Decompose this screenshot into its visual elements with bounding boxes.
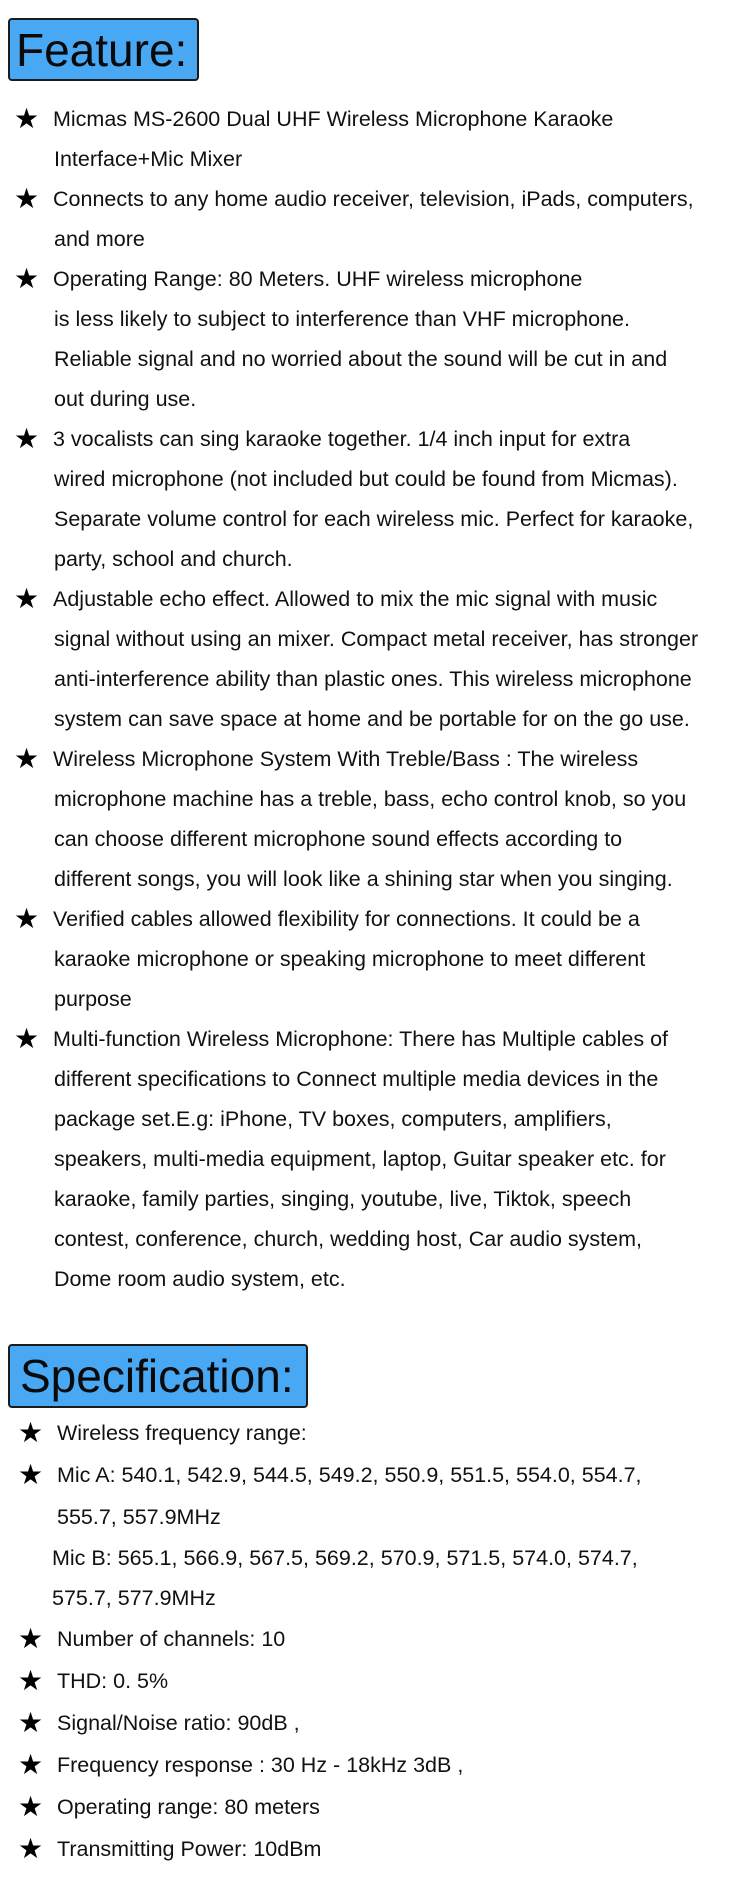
feature-line: Micmas MS-2600 Dual UHF Wireless Microphone Karaoke	[53, 107, 614, 131]
star-icon: ★	[18, 1623, 44, 1654]
feature-line: Adjustable echo effect. Allowed to mix the mic signal with music	[53, 587, 658, 611]
feature-line: anti-interference ability than plastic ones. This wireless microphone	[54, 667, 692, 691]
feature-item	[0, 739, 750, 899]
feature-text	[53, 739, 750, 899]
star-icon: ★	[18, 1707, 44, 1738]
feature-line: wired microphone (not included but could be found from Micmas).	[54, 467, 678, 491]
feature-text	[53, 419, 750, 579]
feature-line: Operating Range: 80 Meters. UHF wireless microphone	[53, 267, 583, 291]
feature-line: package set.E.g: iPhone, TV boxes, computers, amplifiers,	[54, 1107, 612, 1131]
spec-text: Wireless frequency range:	[57, 1421, 307, 1445]
feature-text	[53, 179, 750, 259]
feature-line: is less likely to subject to interference than VHF microphone.	[54, 307, 630, 331]
feature-line: 3 vocalists can sing karaoke together. 1/4 inch input for extra	[53, 427, 631, 451]
specification-heading: Specification:	[8, 1344, 308, 1408]
feature-line: karaoke microphone or speaking microphone to meet different	[54, 947, 646, 971]
feature-item	[0, 899, 750, 1019]
feature-line: different songs, you will look like a shining star when you singing.	[54, 867, 673, 891]
spec-item-frequency-response	[0, 1744, 750, 1786]
spec-item-channels	[0, 1618, 750, 1660]
feature-text	[53, 579, 750, 739]
feature-line: Multi-function Wireless Microphone: There has Multiple cables of	[53, 1027, 669, 1051]
feature-line: out during use.	[54, 387, 197, 411]
spec-line: Mic A: 540.1, 542.9, 544.5, 549.2, 550.9, 551.5, 554.0, 554.7,	[57, 1463, 642, 1487]
feature-item	[0, 99, 750, 179]
star-icon: ★	[14, 263, 40, 294]
feature-line: Separate volume control for each wireless mic. Perfect for karaoke,	[54, 507, 694, 531]
spec-text: THD: 0. 5%	[57, 1669, 169, 1693]
feature-line: purpose	[54, 987, 132, 1011]
spec-line: 555.7, 557.9MHz	[57, 1505, 221, 1529]
spec-item-operating-range	[0, 1786, 750, 1828]
feature-line: Verified cables allowed flexibility for connections. It could be a	[53, 907, 640, 931]
star-icon: ★	[18, 1749, 44, 1780]
star-icon: ★	[14, 1023, 40, 1054]
star-icon: ★	[18, 1665, 44, 1696]
spec-text: Number of channels: 10	[57, 1627, 286, 1651]
spec-line: Mic B: 565.1, 566.9, 567.5, 569.2, 570.9, 571.5, 574.0, 574.7,	[52, 1546, 638, 1570]
feature-line: Wireless Microphone System With Treble/Bass : The wireless	[53, 747, 639, 771]
feature-item	[0, 579, 750, 739]
spec-item-mic-b	[52, 1538, 750, 1618]
star-icon: ★	[14, 583, 40, 614]
spec-item-thd	[0, 1660, 750, 1702]
star-icon: ★	[14, 183, 40, 214]
feature-line: different specifications to Connect multiple media devices in the	[54, 1067, 659, 1091]
spec-line: 575.7, 577.9MHz	[52, 1586, 216, 1610]
feature-line: system can save space at home and be portable for on the go use.	[54, 707, 690, 731]
feature-line: microphone machine has a treble, bass, echo control knob, so you	[54, 787, 687, 811]
feature-line: Dome room audio system, etc.	[54, 1267, 346, 1291]
spec-text: Operating range: 80 meters	[57, 1795, 320, 1819]
feature-line: can choose different microphone sound effects according to	[54, 827, 623, 851]
spec-item-snr	[0, 1702, 750, 1744]
specification-list	[0, 1412, 750, 1870]
spec-text	[57, 1454, 750, 1538]
feature-item	[0, 179, 750, 259]
star-icon: ★	[14, 743, 40, 774]
feature-line: Interface+Mic Mixer	[54, 147, 243, 171]
spec-text: Transmitting Power: 10dBm	[57, 1837, 322, 1861]
star-icon: ★	[18, 1833, 44, 1864]
feature-line: contest, conference, church, wedding host, Car audio system,	[54, 1227, 642, 1251]
feature-text	[53, 899, 750, 1019]
feature-line: Reliable signal and no worried about the sound will be cut in and	[54, 347, 668, 371]
feature-item	[0, 1019, 750, 1299]
star-icon: ★	[14, 903, 40, 934]
feature-line: speakers, multi-media equipment, laptop, Guitar speaker etc. for	[54, 1147, 666, 1171]
feature-text	[53, 99, 750, 179]
spec-text: Frequency response : 30 Hz - 18kHz 3dB ,	[57, 1753, 464, 1777]
spec-item-mic-a	[0, 1454, 750, 1538]
spec-item-frequency-range	[0, 1412, 750, 1454]
feature-text	[53, 259, 750, 419]
feature-text	[53, 1019, 750, 1299]
feature-item	[0, 419, 750, 579]
feature-list	[0, 99, 750, 1299]
feature-heading: Feature:	[8, 18, 199, 81]
spec-item-transmitting-power	[0, 1828, 750, 1870]
star-icon: ★	[18, 1459, 44, 1490]
feature-line: signal without using an mixer. Compact metal receiver, has stronger	[54, 627, 699, 651]
star-icon: ★	[14, 423, 40, 454]
star-icon: ★	[18, 1417, 44, 1448]
feature-line: Connects to any home audio receiver, television, iPads, computers,	[53, 187, 694, 211]
feature-line: and more	[54, 227, 145, 251]
spec-text: Signal/Noise ratio: 90dB ,	[57, 1711, 300, 1735]
feature-item	[0, 259, 750, 419]
star-icon: ★	[18, 1791, 44, 1822]
feature-line: party, school and church.	[54, 547, 293, 571]
feature-line: karaoke, family parties, singing, youtube, live, Tiktok, speech	[54, 1187, 632, 1211]
star-icon: ★	[14, 103, 40, 134]
